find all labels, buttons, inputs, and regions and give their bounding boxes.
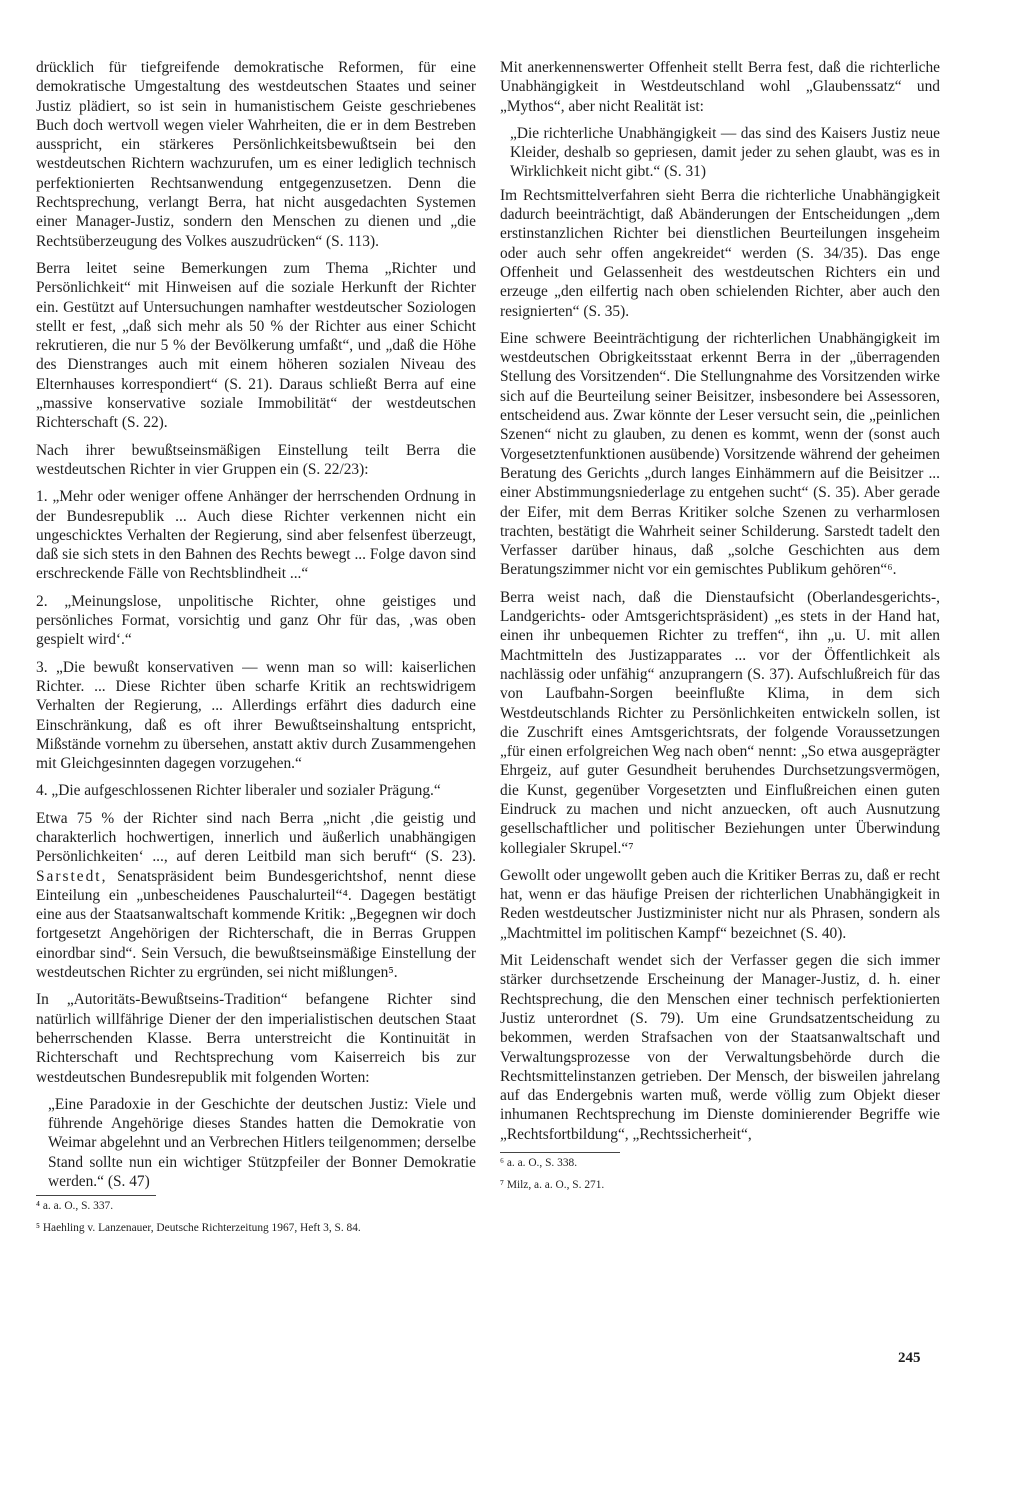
- footnote-divider: [500, 1152, 620, 1153]
- page-number: 245: [898, 1350, 921, 1366]
- block-quote: „Eine Paradoxie in der Geschichte der deutschen Justiz: Viele und führende Angehörige dieses Standes hatten die Demokratie von Weimar abgelehnt und an Verbrechen Hitlers teilgenommen; derselbe Stand sollte nun ein wichtiger Stützpfeiler der Bonner Demokratie werden.“ (S. 47): [48, 1095, 476, 1191]
- list-item: 3. „Die bewußt konservativen — wenn man so will: kaiserlichen Richter. ... Diese Richter üben scharfe Kritik an rechtswidrigem Verhalten der Regierung, ... Allerdings erfährt dies dadurch eine Einschränkung, daß es oft ihrer Bewußtseinshaltung entspricht, Mißstände vornehm zu übersehen, anstatt aktiv durch Zusammengehen mit Gleichgesinnten dagegen vorzugehen.“: [36, 658, 476, 773]
- paragraph-text: Etwa 75 % der Richter sind nach Berra „nicht ‚die geistig und charakterlich hochwertigen, innerlich und äußerlich unabhängigen Persönlichkeiten‘ ..., auf deren Leitbild man sich beruft“ (S. 23).: [36, 809, 476, 866]
- footnote: ⁶ a. a. O., S. 338.: [500, 1157, 578, 1170]
- block-quote: „Die richterliche Unabhängigkeit — das sind des Kaisers Justiz neue Kleider, deshalb so gepriesen, damit jeder zu sehen glaubt, was es in Wirklichkeit nicht gibt.“ (S. 31): [510, 124, 940, 181]
- paragraph: Mit anerkennenswerter Offenheit stellt Berra fest, daß die richterliche Unabhängigkeit in Westdeutschland wohl „Glaubenssatz“ und „Mythos“, aber nicht Realität ist:: [500, 59, 940, 115]
- footnote: ⁷ Milz, a. a. O., S. 271.: [500, 1179, 605, 1192]
- paragraph: drücklich für tiefgreifende demokratische Reformen, für eine demokratische Umgestaltung des westdeutschen Staates und seiner Justiz plädiert, so ist sein in humanistischem Geiste geschriebenes Buch doch wertvoll wegen vieler Wahrheiten, die er in dem Bestreben ausspricht, ein stärkeres Persönlichkeitsbewußtsein bei den westdeutschen Richtern wachzurufen, um es einer lediglich technisch perfektionierten Rechtsanwendung entgegenzusetzen. Denn die Rechtsprechung, verlangt Berra, hat nicht ausgedachten Systemen einer Manager-Justiz, sondern den Menschen zu dienen und „die Rechtsüberzeugung des Volkes auszudrücken“ (S. 113).: [36, 59, 476, 250]
- footnote-divider: [36, 1195, 156, 1196]
- paragraph-text: , Senatspräsident beim Bundesgerichtshof, nennt diese Einteilung ein „unbescheidenes Pauschalurteil“⁴. Dagegen bestätigt eine aus der Staatsanwaltschaft kommende Kritik: „Begegnen wir doch fortgesetzt Angehörigen der Richterschaft, die in Berras Gruppen einordbar sind“. Sein Versuch, die bewußtseinsmäßige Einstellung der westdeutschen Richter zu ergründen, sei nicht mißlungen⁵.: [36, 867, 476, 982]
- paragraph: Eine schwere Beeinträchtigung der richterlichen Unabhängigkeit im westdeutschen Obrigkeitsstaat erkennt Berra in der „überragenden Stellung des Vorsitzenden“. Die Stellungnahme des Vorsitzenden wirke sich auf die Beurteilung seiner Beisitzer, insbesondere bei Assessoren, entscheidend aus. Zwar könnte der Leser versucht sein, die „peinlichen Szenen“ nicht zu glauben, zu denen es kommt, wenn der (sonst auch Vorgesetztenfunktionen ausübende) Vorsitzende während der geheimen Beratung des Gerichts „durch langes Einhämmern auf die Beisitzer ... einer Abstimmungsniederlage zu entgehen sucht“ (S. 35). Aber gerade der Eifer, mit dem Berras Kritiker solche Szenen zu verharmlosen trachten, bestätigt die Wahrheit seiner Schilderung. Sarstedt tadelt den Verfasser darüber hinaus, daß „solche Geschichten aus dem Beratungszimmer nicht vor ein gemischtes Publikum gehören“⁶.: [500, 329, 940, 579]
- list-item: 2. „Meinungslose, unpolitische Richter, ohne geistiges und persönliches Format, vorsichtig und ganz Ohr für das, ‚was oben gespielt wird‘.“: [36, 592, 476, 649]
- list-item: 1. „Mehr oder weniger offene Anhänger der herrschenden Ordnung in der Bundesrepublik ... Auch diese Richter verkennen nicht ein ungeschicktes Verhalten der Regierung, sind aber felsenfest überzeugt, daß sie sich stets in den Bahnen des Rechts bewegt ... Folge davon sind erschreckende Fälle von Rechtsblindheit ...“: [36, 488, 476, 583]
- right-column: [500, 58, 940, 1200]
- left-column: [36, 58, 476, 1243]
- spaced-name: Sarstedt: [36, 867, 102, 885]
- paragraph: Nach ihrer bewußtseinsmäßigen Einstellung teilt Berra die westdeutschen Richter in vier Gruppen ein (S. 22/23):: [36, 441, 476, 478]
- paragraph: [36, 809, 476, 983]
- paragraph: Berra weist nach, daß die Dienstaufsicht (Oberlandesgerichts-, Landgerichts- oder Amtsgerichtspräsident) „es stets in der Hand hat, einen ihr unbequemen Richter zu treffen“, ihn „u. U. mit allen Machtmitteln des Justizapparates ... vor der Öffentlichkeit als nachlässig oder unfähig“ anzuprangern (S. 37). Aufschlußreich für das von Laufbahn-Sorgen beeinflußte Klima, in dem sich Westdeutschlands Richter zu Persönlichkeiten entwickeln sollen, ist die Zuschrift eines Amtsgerichtsrats, der folgende Voraussetzungen „für einen erfolgreichen Weg nach oben“ nennt: „So etwa ausgeprägter Ehrgeiz, auf guter Gesundheit beruhendes Durchsetzungsvermögen, die Kunst, gegenüber Vorgesetzten und Einflußreichen einen guten Eindruck zu machen und nicht anzuecken, oft auch Ausnutzung gesellschaftlicher und politischer Beziehungen unter Überwindung kollegialer Skrupel.“⁷: [500, 588, 940, 857]
- paragraph: Im Rechtsmittelverfahren sieht Berra die richterliche Unabhängigkeit dadurch beeinträchtigt, daß Abänderungen der Entscheidungen „dem erstinstanzlichen Richter bei dienstlichen Beurteilungen insgeheim oder auch sehr offen angekreidet“ werden (S. 34/35). Das enge Offenheit und Gelassenheit des westdeutschen Richters ein und erzeuge „den eilfertig nach oben schielenden Richter, aber auch den resignierten“ (S. 35).: [500, 186, 940, 320]
- footnote: ⁵ Haehling v. Lanzenauer, Deutsche Richterzeitung 1967, Heft 3, S. 84.: [36, 1222, 361, 1235]
- paragraph: Gewollt oder ungewollt geben auch die Kritiker Berras zu, daß er recht hat, wenn er das häufige Preisen der richterlichen Unabhängigkeit in Reden westdeutscher Justizminister nicht nur als Phrasen, sondern als „Machtmittel im politischen Kampf“ bezeichnet (S. 40).: [500, 866, 940, 942]
- footnote: ⁴ a. a. O., S. 337.: [36, 1200, 114, 1213]
- list-item: 4. „Die aufgeschlossenen Richter liberaler und sozialer Prägung.“: [36, 782, 441, 800]
- paragraph: Berra leitet seine Bemerkungen zum Thema „Richter und Persönlichkeit“ mit Hinweisen auf die soziale Herkunft der Richter ein. Gestützt auf Untersuchungen namhafter westdeutscher Soziologen stellt er fest, „daß sich mehr als 50 % der Richter aus einer Schicht rekrutieren, die nur 5 % der Bevölkerung umfaßt“, und „daß die Höhe des Dienstranges auch mit einem höheren sozialen Niveau des Elternhauses korrespondiert“ (S. 21). Daraus schließt Berra auf eine „massive konservative soziale Immobilität“ der westdeutschen Richterschaft (S. 22).: [36, 259, 476, 432]
- paragraph: Mit Leidenschaft wendet sich der Verfasser gegen die sich immer stärker durchsetzende Erscheinung der Manager-Justiz, d. h. einer Rechtsprechung, die den Menschen einer technisch perfektionierten Justiz unterordnet (S. 79). Um eine Grundsatzentscheidung zu bekommen, werden Strafsachen von der Staatsanwaltschaft und Verwaltungsprozesse von der Verwaltungsbehörde durch die Rechtsmittelinstanzen getrieben. Der Mensch, der bisweilen jahrelang auf das Endergebnis warten muß, werde völlig zum Objekt dieser inhumanen Rechtsprechung im Dienste dominierender Begriffe wie „Rechtsfortbildung“, „Rechtssicherheit“,: [500, 952, 940, 1143]
- paragraph: In „Autoritäts-Bewußtseins-Tradition“ befangene Richter sind natürlich willfährige Diener der den imperialistischen deutschen Staat beherrschenden Klasse. Berra unterstreicht die Kontinuität in Richterschaft und Rechtsprechung vom Kaiserreich bis zur westdeutschen Bundesrepublik mit folgenden Worten:: [36, 991, 476, 1086]
